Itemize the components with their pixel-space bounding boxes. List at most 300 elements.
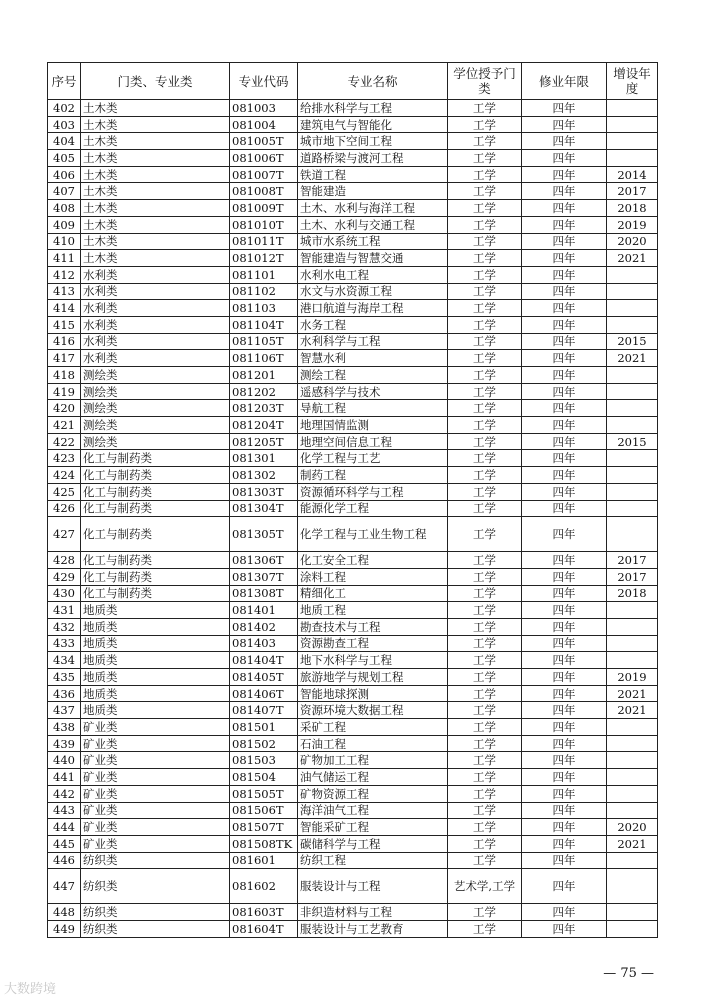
header-no: 序号 — [48, 63, 81, 100]
cell-code: 081404T — [230, 652, 298, 669]
cell-name: 非织造材料与工程 — [298, 904, 448, 921]
cell-degree: 工学 — [448, 333, 522, 350]
cell-name: 水文与水资源工程 — [298, 283, 448, 300]
cell-no: 442 — [48, 785, 81, 802]
cell-year: 2021 — [607, 250, 658, 267]
cell-code: 081304T — [230, 500, 298, 517]
cell-code: 081008T — [230, 183, 298, 200]
table-row — [48, 769, 658, 786]
cell-category: 矿业类 — [81, 802, 230, 819]
cell-no: 414 — [48, 300, 81, 317]
cell-duration: 四年 — [522, 618, 607, 635]
cell-category: 化工与制药类 — [81, 552, 230, 569]
cell-code: 081009T — [230, 200, 298, 217]
cell-no: 406 — [48, 166, 81, 183]
cell-name: 服装设计与工艺教育 — [298, 920, 448, 937]
cell-year — [607, 852, 658, 869]
watermark-text: 大数跨境 — [4, 982, 57, 997]
cell-code: 081301 — [230, 450, 298, 467]
cell-year — [607, 719, 658, 736]
cell-code: 081102 — [230, 283, 298, 300]
cell-duration: 四年 — [522, 920, 607, 937]
cell-duration: 四年 — [522, 735, 607, 752]
cell-name: 化学工程与工艺 — [298, 450, 448, 467]
cell-name: 铁道工程 — [298, 166, 448, 183]
cell-category: 地质类 — [81, 618, 230, 635]
cell-no: 445 — [48, 835, 81, 852]
cell-degree: 工学 — [448, 450, 522, 467]
cell-year — [607, 769, 658, 786]
cell-duration: 四年 — [522, 133, 607, 150]
cell-category: 水利类 — [81, 300, 230, 317]
table-row — [48, 150, 658, 167]
cell-name: 智能建造 — [298, 183, 448, 200]
cell-category: 测绘类 — [81, 367, 230, 384]
cell-no: 431 — [48, 602, 81, 619]
cell-degree: 工学 — [448, 585, 522, 602]
cell-no: 444 — [48, 819, 81, 836]
cell-name: 城市地下空间工程 — [298, 133, 448, 150]
cell-degree: 工学 — [448, 383, 522, 400]
cell-no: 432 — [48, 618, 81, 635]
cell-name: 土木、水利与海洋工程 — [298, 200, 448, 217]
cell-degree: 工学 — [448, 602, 522, 619]
cell-code: 081307T — [230, 568, 298, 585]
table-row — [48, 517, 658, 552]
cell-year: 2018 — [607, 585, 658, 602]
cell-name: 导航工程 — [298, 400, 448, 417]
cell-no: 446 — [48, 852, 81, 869]
table-row — [48, 400, 658, 417]
cell-degree: 工学 — [448, 702, 522, 719]
cell-no: 411 — [48, 250, 81, 267]
cell-code: 081305T — [230, 517, 298, 552]
cell-category: 矿业类 — [81, 752, 230, 769]
cell-category: 化工与制药类 — [81, 517, 230, 552]
cell-duration: 四年 — [522, 183, 607, 200]
cell-duration: 四年 — [522, 552, 607, 569]
cell-code: 081507T — [230, 819, 298, 836]
cell-year — [607, 300, 658, 317]
cell-degree: 工学 — [448, 283, 522, 300]
cell-category: 测绘类 — [81, 433, 230, 450]
cell-category: 化工与制药类 — [81, 450, 230, 467]
cell-no: 429 — [48, 568, 81, 585]
cell-duration: 四年 — [522, 785, 607, 802]
cell-year — [607, 735, 658, 752]
header-category: 门类、专业类 — [81, 63, 230, 100]
cell-degree: 工学 — [448, 769, 522, 786]
cell-name: 智能建造与智慧交通 — [298, 250, 448, 267]
table-row — [48, 200, 658, 217]
cell-year — [607, 283, 658, 300]
cell-duration: 四年 — [522, 752, 607, 769]
cell-year: 2017 — [607, 568, 658, 585]
cell-code: 081101 — [230, 266, 298, 283]
cell-duration: 四年 — [522, 233, 607, 250]
cell-name: 遥感科学与技术 — [298, 383, 448, 400]
cell-no: 434 — [48, 652, 81, 669]
table-row — [48, 283, 658, 300]
cell-duration: 四年 — [522, 568, 607, 585]
cell-degree: 工学 — [448, 669, 522, 686]
table-row — [48, 483, 658, 500]
cell-name: 纺织工程 — [298, 852, 448, 869]
cell-category: 土木类 — [81, 133, 230, 150]
cell-degree: 工学 — [448, 835, 522, 852]
cell-code: 081603T — [230, 904, 298, 921]
cell-degree: 工学 — [448, 652, 522, 669]
cell-year: 2019 — [607, 669, 658, 686]
cell-degree: 工学 — [448, 233, 522, 250]
header-duration: 修业年限 — [522, 63, 607, 100]
table-row — [48, 116, 658, 133]
cell-code: 081104T — [230, 316, 298, 333]
cell-code: 081405T — [230, 669, 298, 686]
cell-year — [607, 602, 658, 619]
cell-category: 水利类 — [81, 316, 230, 333]
cell-no: 435 — [48, 669, 81, 686]
cell-year: 2018 — [607, 200, 658, 217]
cell-name: 地质工程 — [298, 602, 448, 619]
cell-no: 417 — [48, 350, 81, 367]
cell-category: 水利类 — [81, 266, 230, 283]
cell-name: 制药工程 — [298, 467, 448, 484]
cell-name: 碳储科学与工程 — [298, 835, 448, 852]
cell-year — [607, 517, 658, 552]
cell-no: 428 — [48, 552, 81, 569]
cell-code: 081506T — [230, 802, 298, 819]
table-row — [48, 367, 658, 384]
cell-category: 土木类 — [81, 166, 230, 183]
cell-duration: 四年 — [522, 283, 607, 300]
table-row — [48, 183, 658, 200]
cell-duration: 四年 — [522, 350, 607, 367]
cell-degree: 工学 — [448, 719, 522, 736]
cell-duration: 四年 — [522, 719, 607, 736]
table-row — [48, 450, 658, 467]
cell-duration: 四年 — [522, 150, 607, 167]
cell-year — [607, 367, 658, 384]
table-row — [48, 166, 658, 183]
cell-code: 081203T — [230, 400, 298, 417]
cell-name: 化工安全工程 — [298, 552, 448, 569]
cell-degree: 工学 — [448, 500, 522, 517]
cell-code: 081401 — [230, 602, 298, 619]
cell-category: 测绘类 — [81, 417, 230, 434]
cell-duration: 四年 — [522, 500, 607, 517]
cell-year: 2020 — [607, 233, 658, 250]
cell-name: 给排水科学与工程 — [298, 100, 448, 117]
table-row — [48, 350, 658, 367]
cell-duration: 四年 — [522, 802, 607, 819]
cell-duration: 四年 — [522, 316, 607, 333]
table-row — [48, 920, 658, 937]
cell-year — [607, 383, 658, 400]
cell-year: 2020 — [607, 819, 658, 836]
cell-year — [607, 400, 658, 417]
cell-degree: 工学 — [448, 433, 522, 450]
cell-degree: 艺术学,工学 — [448, 869, 522, 904]
cell-code: 081601 — [230, 852, 298, 869]
cell-category: 土木类 — [81, 183, 230, 200]
cell-no: 423 — [48, 450, 81, 467]
cell-name: 智慧水利 — [298, 350, 448, 367]
table-row — [48, 635, 658, 652]
cell-name: 建筑电气与智能化 — [298, 116, 448, 133]
cell-no: 427 — [48, 517, 81, 552]
table-row — [48, 869, 658, 904]
watermark — [4, 978, 56, 997]
cell-code: 081005T — [230, 133, 298, 150]
cell-name: 化学工程与工业生物工程 — [298, 517, 448, 552]
cell-year: 2021 — [607, 350, 658, 367]
cell-duration: 四年 — [522, 266, 607, 283]
cell-category: 土木类 — [81, 250, 230, 267]
cell-year: 2015 — [607, 333, 658, 350]
cell-name: 矿物资源工程 — [298, 785, 448, 802]
table-row — [48, 300, 658, 317]
cell-category: 土木类 — [81, 233, 230, 250]
cell-no: 404 — [48, 133, 81, 150]
cell-category: 矿业类 — [81, 785, 230, 802]
cell-degree: 工学 — [448, 200, 522, 217]
table-row — [48, 233, 658, 250]
table-row — [48, 752, 658, 769]
table-row — [48, 333, 658, 350]
cell-duration: 四年 — [522, 769, 607, 786]
cell-code: 081006T — [230, 150, 298, 167]
cell-code: 081402 — [230, 618, 298, 635]
cell-no: 413 — [48, 283, 81, 300]
cell-no: 416 — [48, 333, 81, 350]
cell-degree: 工学 — [448, 417, 522, 434]
header-code: 专业代码 — [230, 63, 298, 100]
cell-duration: 四年 — [522, 383, 607, 400]
cell-no: 426 — [48, 500, 81, 517]
cell-category: 矿业类 — [81, 735, 230, 752]
cell-year — [607, 785, 658, 802]
table-row — [48, 835, 658, 852]
cell-name: 矿物加工工程 — [298, 752, 448, 769]
cell-degree: 工学 — [448, 266, 522, 283]
cell-code: 081003 — [230, 100, 298, 117]
cell-year: 2019 — [607, 216, 658, 233]
cell-code: 081501 — [230, 719, 298, 736]
cell-duration: 四年 — [522, 450, 607, 467]
cell-degree: 工学 — [448, 316, 522, 333]
table-row — [48, 585, 658, 602]
cell-duration: 四年 — [522, 517, 607, 552]
cell-degree: 工学 — [448, 467, 522, 484]
cell-category: 测绘类 — [81, 383, 230, 400]
cell-name: 资源环境大数据工程 — [298, 702, 448, 719]
cell-degree: 工学 — [448, 166, 522, 183]
cell-category: 纺织类 — [81, 852, 230, 869]
cell-code: 081011T — [230, 233, 298, 250]
table-row — [48, 652, 658, 669]
cell-category: 矿业类 — [81, 719, 230, 736]
cell-name: 港口航道与海岸工程 — [298, 300, 448, 317]
table-row — [48, 266, 658, 283]
cell-duration: 四年 — [522, 702, 607, 719]
cell-category: 土木类 — [81, 216, 230, 233]
cell-duration: 四年 — [522, 200, 607, 217]
cell-name: 资源循环科学与工程 — [298, 483, 448, 500]
cell-year: 2014 — [607, 166, 658, 183]
table-row — [48, 133, 658, 150]
cell-name: 旅游地学与规划工程 — [298, 669, 448, 686]
cell-duration: 四年 — [522, 100, 607, 117]
cell-year — [607, 450, 658, 467]
cell-name: 地下水科学与工程 — [298, 652, 448, 669]
cell-degree: 工学 — [448, 250, 522, 267]
cell-degree: 工学 — [448, 133, 522, 150]
cell-code: 081308T — [230, 585, 298, 602]
cell-year — [607, 417, 658, 434]
cell-no: 443 — [48, 802, 81, 819]
cell-degree: 工学 — [448, 618, 522, 635]
cell-category: 纺织类 — [81, 869, 230, 904]
cell-category: 地质类 — [81, 669, 230, 686]
cell-year — [607, 266, 658, 283]
cell-category: 地质类 — [81, 602, 230, 619]
cell-category: 土木类 — [81, 200, 230, 217]
table-row — [48, 250, 658, 267]
cell-degree: 工学 — [448, 785, 522, 802]
majors-table — [47, 62, 658, 938]
cell-year — [607, 133, 658, 150]
cell-name: 海洋油气工程 — [298, 802, 448, 819]
cell-duration: 四年 — [522, 869, 607, 904]
cell-name: 涂料工程 — [298, 568, 448, 585]
cell-name: 道路桥梁与渡河工程 — [298, 150, 448, 167]
cell-category: 地质类 — [81, 702, 230, 719]
cell-category: 土木类 — [81, 100, 230, 117]
cell-year — [607, 618, 658, 635]
cell-no: 437 — [48, 702, 81, 719]
cell-code: 081010T — [230, 216, 298, 233]
cell-category: 矿业类 — [81, 819, 230, 836]
cell-category: 土木类 — [81, 116, 230, 133]
cell-code: 081407T — [230, 702, 298, 719]
cell-code: 081007T — [230, 166, 298, 183]
table-row — [48, 669, 658, 686]
table-row — [48, 802, 658, 819]
table-row — [48, 100, 658, 117]
table-row — [48, 785, 658, 802]
cell-code: 081201 — [230, 367, 298, 384]
table-row — [48, 216, 658, 233]
cell-no: 402 — [48, 100, 81, 117]
cell-duration: 四年 — [522, 652, 607, 669]
cell-duration: 四年 — [522, 602, 607, 619]
header-year: 增设年度 — [607, 63, 658, 100]
cell-code: 081604T — [230, 920, 298, 937]
cell-no: 418 — [48, 367, 81, 384]
cell-no: 422 — [48, 433, 81, 450]
cell-no: 419 — [48, 383, 81, 400]
cell-category: 水利类 — [81, 350, 230, 367]
cell-degree: 工学 — [448, 685, 522, 702]
cell-code: 081103 — [230, 300, 298, 317]
cell-year — [607, 635, 658, 652]
page-number: — 75 — — [603, 966, 654, 981]
cell-year: 2021 — [607, 685, 658, 702]
table-row — [48, 904, 658, 921]
cell-duration: 四年 — [522, 904, 607, 921]
cell-code: 081012T — [230, 250, 298, 267]
cell-degree: 工学 — [448, 904, 522, 921]
cell-no: 407 — [48, 183, 81, 200]
cell-category: 矿业类 — [81, 769, 230, 786]
cell-year — [607, 869, 658, 904]
cell-duration: 四年 — [522, 367, 607, 384]
table-row — [48, 618, 658, 635]
table-row — [48, 735, 658, 752]
cell-category: 地质类 — [81, 685, 230, 702]
cell-code: 081106T — [230, 350, 298, 367]
table-row — [48, 417, 658, 434]
cell-category: 纺织类 — [81, 904, 230, 921]
cell-degree: 工学 — [448, 819, 522, 836]
cell-name: 土木、水利与交通工程 — [298, 216, 448, 233]
cell-name: 地理国情监测 — [298, 417, 448, 434]
cell-no: 438 — [48, 719, 81, 736]
cell-code: 081602 — [230, 869, 298, 904]
cell-name: 服装设计与工程 — [298, 869, 448, 904]
cell-name: 水利科学与工程 — [298, 333, 448, 350]
cell-year — [607, 100, 658, 117]
cell-name: 智能采矿工程 — [298, 819, 448, 836]
cell-no: 408 — [48, 200, 81, 217]
cell-duration: 四年 — [522, 216, 607, 233]
header-degree: 学位授予门类 — [448, 63, 522, 100]
cell-degree: 工学 — [448, 216, 522, 233]
cell-year — [607, 802, 658, 819]
cell-code: 081202 — [230, 383, 298, 400]
cell-no: 415 — [48, 316, 81, 333]
cell-code: 081505T — [230, 785, 298, 802]
cell-code: 081504 — [230, 769, 298, 786]
cell-duration: 四年 — [522, 467, 607, 484]
cell-year — [607, 316, 658, 333]
cell-no: 430 — [48, 585, 81, 602]
cell-degree: 工学 — [448, 735, 522, 752]
cell-code: 081403 — [230, 635, 298, 652]
cell-no: 449 — [48, 920, 81, 937]
cell-category: 土木类 — [81, 150, 230, 167]
cell-category: 水利类 — [81, 333, 230, 350]
cell-name: 地理空间信息工程 — [298, 433, 448, 450]
cell-category: 化工与制药类 — [81, 585, 230, 602]
cell-no: 436 — [48, 685, 81, 702]
table-row — [48, 719, 658, 736]
cell-no: 424 — [48, 467, 81, 484]
cell-category: 化工与制药类 — [81, 500, 230, 517]
cell-degree: 工学 — [448, 183, 522, 200]
cell-degree: 工学 — [448, 150, 522, 167]
cell-degree: 工学 — [448, 568, 522, 585]
cell-degree: 工学 — [448, 300, 522, 317]
cell-year — [607, 752, 658, 769]
cell-no: 410 — [48, 233, 81, 250]
cell-no: 405 — [48, 150, 81, 167]
table-row — [48, 819, 658, 836]
cell-name: 精细化工 — [298, 585, 448, 602]
table-body — [48, 100, 658, 938]
cell-name: 勘查技术与工程 — [298, 618, 448, 635]
